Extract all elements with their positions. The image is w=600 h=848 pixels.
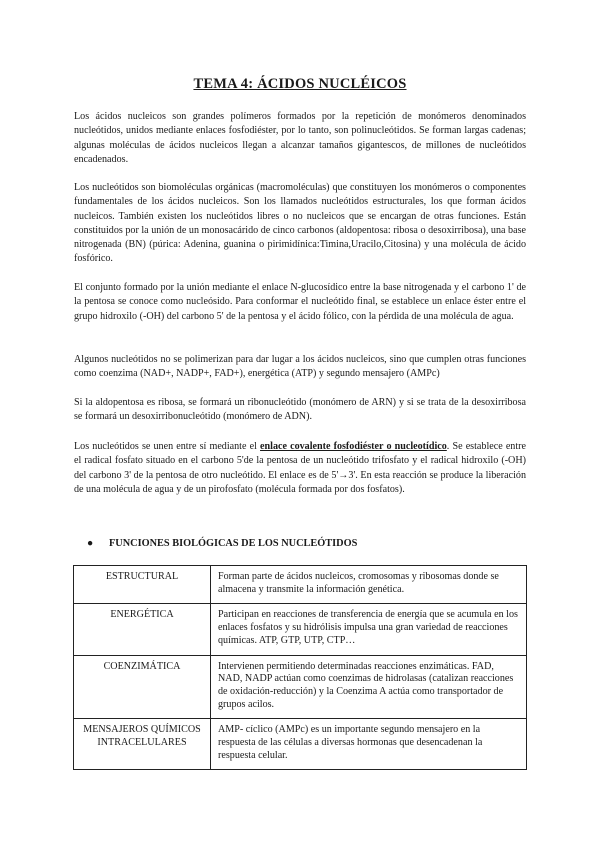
paragraph-text: Los nucleótidos se unen entre sí mediante el (74, 441, 261, 452)
paragraph-text: . Se establece entre el radical fosfato situado en el carbono 5'de la pentosa de un nucleótido trifosfato y el radical hidroxilo (-OH) del carbono 3' de la pentosa de otro nucleótido. El enlace es de 5'→3'. En esta reacción se produce la liberación de una molécula de agua y de un pirofosfato (molécula formada por dos fosfatos). (74, 441, 527, 495)
function-name: ENERGÉTICA (74, 604, 211, 655)
function-description: AMP- cíclico (AMPc) es un importante segundo mensajero en la respuesta de las células a diversas hormonas que desencadenan la respuesta celular. (211, 719, 527, 770)
page-title: TEMA 4: ÁCIDOS NUCLÉICOS (193, 76, 407, 92)
bond-term: enlace covalente fosfodiéster o nucleotídico (260, 441, 447, 452)
table-row (74, 655, 527, 719)
paragraph-phosphodiester-bond (74, 440, 526, 497)
function-description: Forman parte de ácidos nucleicos, cromosomas y ribosomas donde se almacena y transmite la información genética. (211, 566, 527, 604)
paragraph-intro: Los ácidos nucleicos son grandes polímeros formados por la repetición de monómeros denominados nucleótidos, unidos mediante enlaces fosfodiéster, por lo tanto, son polinucleótidos. Se forman largas cadenas; algunas moléculas de ácidos nucleicos llegan a alcanzar tamaños gigantescos, de millones de nucleótidos encadenados. (74, 111, 526, 165)
paragraph-other-functions: Algunos nucleótidos no se polimerizan para dar lugar a los ácidos nucleicos, sino que cumplen otras funciones como coenzima (NAD+, NADP+, FAD+), energética (ATP) y segundo mensajero (AMPc) (74, 354, 526, 380)
table-row (74, 604, 527, 655)
functions-table (73, 565, 527, 770)
section-heading-text: FUNCIONES BIOLÓGICAS DE LOS NUCLEÓTIDOS (109, 538, 358, 549)
function-description: Intervienen permitiendo determinadas reacciones enzimáticas. FAD, NAD, NADP actúan como coenzimas de hidrolasas (catalizan reacciones de oxidación-reducción) y la Coenzima A actúa como transportador de grupos acilos. (211, 655, 527, 719)
paragraph-nucleoside: El conjunto formado por la unión mediante el enlace N-glucosídico entre la base nitrogenada y el carbono 1' de la pentosa se conoce como nucleósido. Para conformar el nucleótido final, se establece un enlace éster entre el grupo hidroxilo (-OH) del carbono 5' de la pentosa y el ácido fólico, con la pérdida de una molécula de agua. (74, 282, 526, 322)
function-name: COENZIMÁTICA (74, 655, 211, 719)
bullet-icon: ● (87, 538, 94, 549)
function-name: ESTRUCTURAL (74, 566, 211, 604)
section-heading (87, 538, 527, 549)
table-row (74, 566, 527, 604)
paragraph-aldopentose: Si la aldopentosa es ribosa, se formará un ribonucleótido (monómero de ARN) y si se trata de la desoxirribosa se formará un desoxirribonucleótido (monómero de ADN). (74, 397, 526, 423)
function-name: MENSAJEROS QUÍMICOS INTRACELULARES (74, 719, 211, 770)
table-row (74, 719, 527, 770)
function-description: Participan en reacciones de transferencia de energía que se acumula en los enlaces fosfatos y su hidrólisis impulsa una gran variedad de reacciones químicas. ATP, GTP, UTP, CTP… (211, 604, 527, 655)
paragraph-nucleotides: Los nucleótidos son biomoléculas orgánicas (macromoléculas) que constituyen los monómeros o componentes fundamentales de los ácidos nucleicos. Son los llamados nucleótidos estructurales, los que forman ácidos nucleicos. También existen los nucleótidos libres o no nucleicos que se encargan de otras funciones. Están constituidos por la unión de un monosacárido de cinco carbonos (aldopentosa: ribosa o desoxirribosa), una base nitrogenada (BN) (púrica: Adenina, guanina o pirimidínica:Timina,Uracilo,Citosina) y una molécula de ácido fosfórico. (74, 182, 526, 265)
